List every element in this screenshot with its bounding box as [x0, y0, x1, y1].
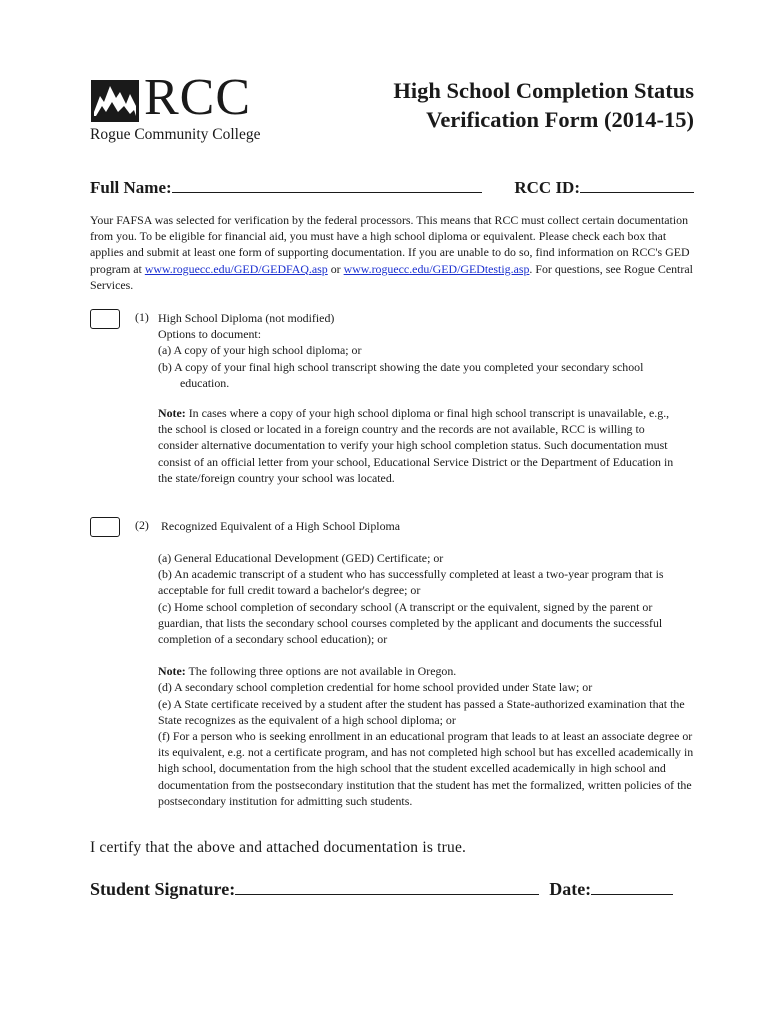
- option-1-number: (1): [135, 310, 149, 324]
- option-2-f: (f) For a person who is seeking enrollment in an educational program that leads to at least an associate degree or its equivalent, e.g. not a certificate program, and has not completed high school but has excelled academically in high school, documentation from the high school that the student excelled academically in high school and documentation from the postsecondary institution that the student has met the formalized, written policies of the postsecondary institution for admitting such students.: [158, 729, 694, 808]
- option-2-a: (a) General Educational Development (GED) Certificate; or: [158, 551, 444, 565]
- option-1-note-label: Note:: [158, 406, 186, 420]
- option-2-e: (e) A State certificate received by a student after the student has passed a State-authorized examination that the State recognizes as the equivalent of a high school diploma; or: [158, 696, 685, 727]
- option-1-note: [158, 405, 678, 486]
- option-1-note-text: In cases where a copy of your high school diploma or final high school transcript is unavailable, e.g., the school is closed or located in a foreign country and the records are not available, RCC is willing to consider alternative documentation to verify your high school completion status. Such documentation must consist of an official letter from your school, Educational Service District or the Department of Education in the state/foreign country your school was located.: [158, 406, 674, 485]
- rcc-logo: [90, 69, 270, 146]
- intro-paragraph: [90, 212, 694, 293]
- option-2-content: [158, 550, 694, 809]
- option-2-number: (2): [135, 518, 149, 532]
- tree-mountain-logo-icon: [90, 76, 144, 126]
- option-1-heading: High School Diploma (not modified): [158, 311, 335, 325]
- option-1-checkbox[interactable]: [90, 309, 120, 329]
- intro-tail: . For questions, see Rogue Central Services.: [90, 261, 693, 292]
- intro-or: or: [327, 261, 344, 276]
- certification-statement: I certify that the above and attached documentation is true.: [90, 839, 467, 856]
- option-1-content: [158, 310, 678, 391]
- logo-letters: RCC: [144, 69, 252, 126]
- student-signature-line[interactable]: [235, 876, 539, 895]
- option-2-c: (c) Home school completion of secondary school (A transcript or the equivalent, signed by the parent or guardian, that lists the secondary school courses completed by the applicant and documents the successful completion of a secondary school education); or: [158, 599, 663, 647]
- option-2-note-text: The following three options are not available in Oregon.: [185, 664, 457, 679]
- college-name: Rogue Community College: [90, 126, 261, 143]
- title-line-1: High School Completion Status: [393, 78, 694, 103]
- option-2-checkbox[interactable]: [90, 517, 120, 537]
- option-1-a: (a) A copy of your high school diploma; or: [158, 343, 362, 358]
- name-row: [90, 176, 694, 198]
- signature-row: [90, 876, 690, 900]
- form-title: [393, 76, 694, 134]
- option-1-subheading: Options to document:: [158, 327, 262, 342]
- ged-testing-link[interactable]: www.roguecc.edu/GED/GEDtestig.asp: [343, 261, 530, 276]
- option-2-b: (b) An academic transcript of a student who has successfully completed at least a two-year program that is acceptable for full credit toward a bachelor's degree; or: [158, 567, 664, 598]
- title-line-2: Verification Form (2014-15): [426, 107, 694, 132]
- full-name-field: [90, 176, 482, 198]
- full-name-label: Full Name:: [90, 178, 172, 197]
- intro-text: Your FAFSA was selected for verification by the federal processors. This means that RCC must collect certain documentation from you. To be eligible for financial aid, you must have a high school diploma or equivalent. Please check each box that applies and submit at least one form of supporting documentation. If you are unable to do so, find information on RCC's GED program at: [90, 213, 690, 276]
- option-1-b: (b) A copy of your final high school transcript showing the date you completed your secondary school education.: [158, 359, 644, 390]
- ged-faq-link[interactable]: www.roguecc.edu/GED/GEDFAQ.asp: [144, 261, 328, 276]
- student-signature-label: Student Signature:: [90, 879, 236, 899]
- option-2-d: (d) A secondary school completion credential for home school provided under State law; or: [158, 680, 593, 695]
- date-label: Date:: [549, 879, 592, 899]
- rcc-id-line[interactable]: [580, 176, 694, 193]
- date-line[interactable]: [591, 876, 673, 895]
- rcc-id-field: [514, 176, 694, 198]
- option-2-note-label: Note:: [158, 664, 186, 679]
- rcc-id-label: RCC ID:: [514, 178, 580, 197]
- full-name-line[interactable]: [172, 176, 482, 193]
- option-2-heading: Recognized Equivalent of a High School Diploma: [161, 519, 401, 533]
